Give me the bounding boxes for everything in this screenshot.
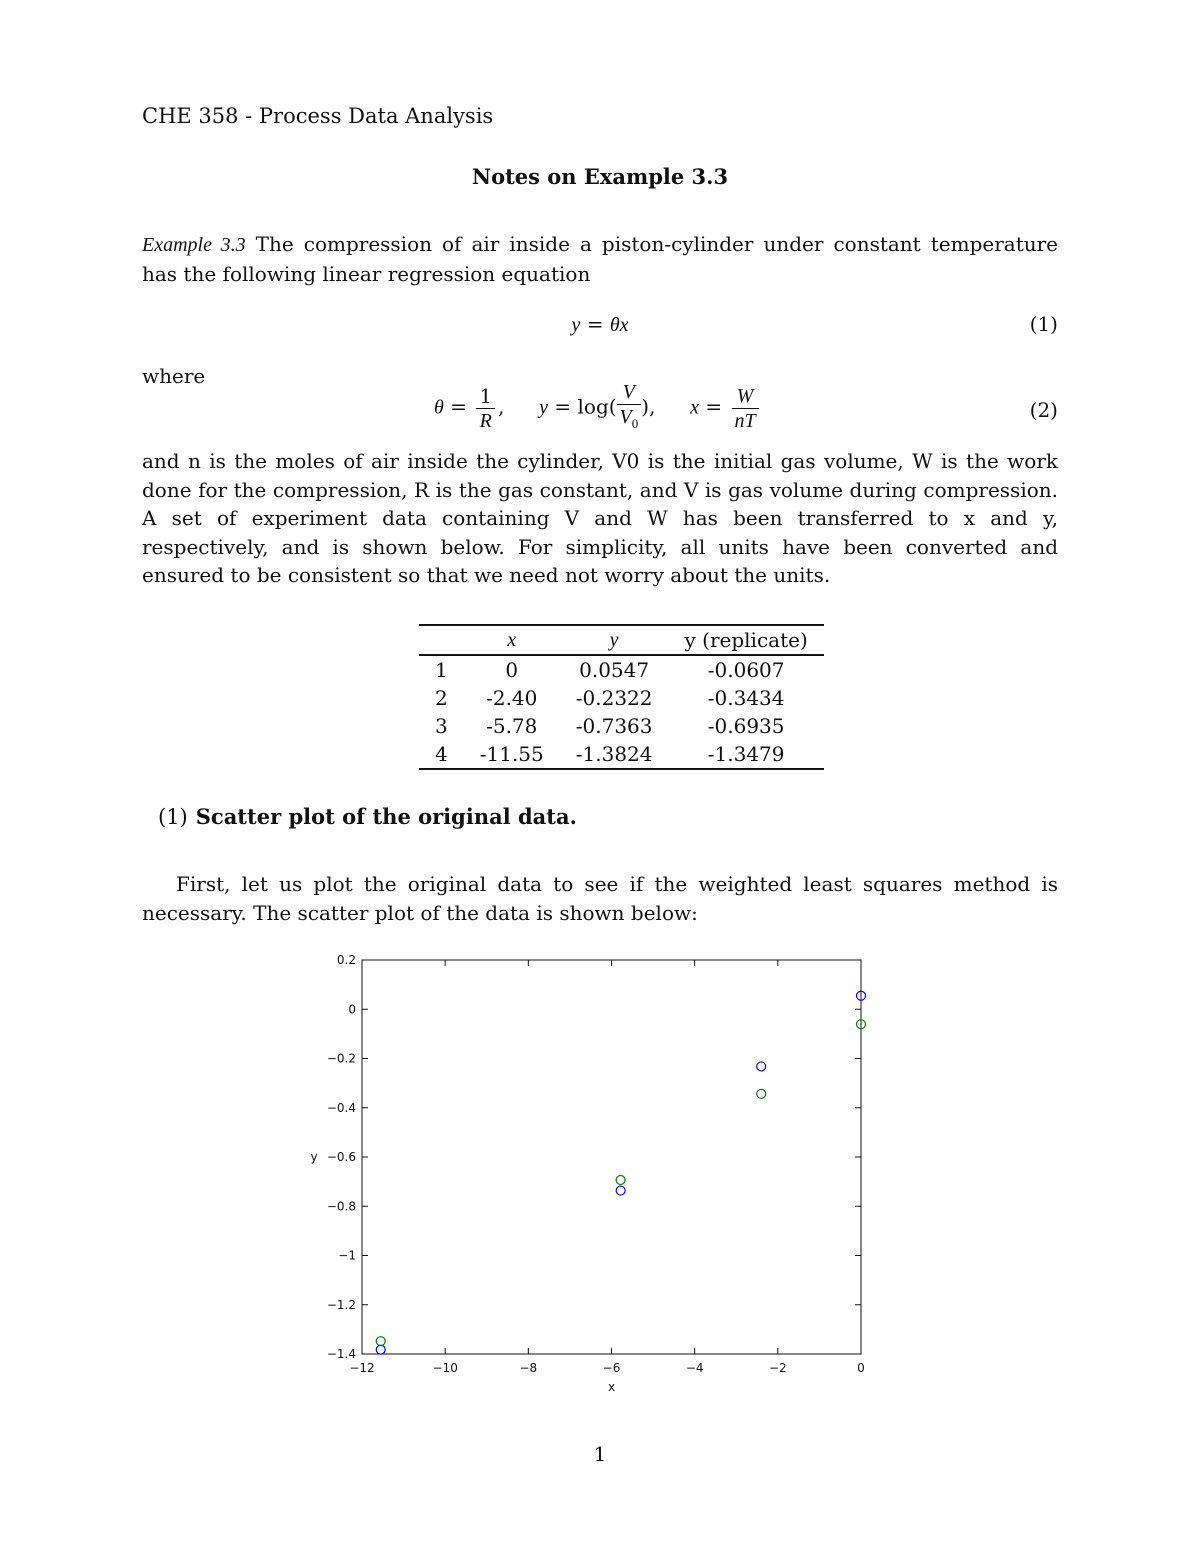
plot-intro-paragraph: First, let us plot the original data to see if the weighted least squares method is necessary. The scatter plot of the data is shown below: <box>142 872 1058 925</box>
table-header-row <box>419 625 824 655</box>
table-row <box>419 740 824 769</box>
equation-2-number: (2) <box>1029 398 1058 422</box>
x-tick-label: −2 <box>768 1361 787 1375</box>
eq2-theta-fraction <box>476 384 495 433</box>
intro-text: The compression of air inside a piston-cylinder under constant temperature has the following linear regression equation <box>142 232 1059 286</box>
x-tick-label: −4 <box>685 1361 704 1375</box>
where-label: where <box>142 364 206 388</box>
equation-1-number: (1) <box>1029 312 1058 336</box>
eq2-theta: θ <box>434 396 444 419</box>
table-cell: 2 <box>435 686 448 710</box>
data-table-wrapper <box>419 624 824 770</box>
y-tick-label: −0.6 <box>326 1150 356 1164</box>
eq2-log: log( <box>577 394 617 419</box>
data-point <box>616 1176 625 1185</box>
data-point <box>376 1345 385 1354</box>
eq2-y: y <box>539 396 549 419</box>
data-point <box>376 1337 385 1346</box>
scatter-chart <box>300 945 900 1405</box>
data-point <box>757 1089 766 1098</box>
eq1-lhs: y <box>571 314 581 336</box>
table-row <box>419 712 824 740</box>
table-cell: -0.7363 <box>575 714 653 738</box>
eq2-x-fraction <box>732 384 759 433</box>
eq2-theta-num: 1 <box>476 384 495 409</box>
table-cell: -1.3824 <box>575 742 653 766</box>
y-tick-label: −0.2 <box>326 1051 356 1066</box>
equation-2: θ = $\frac{1}{R}$ , y = log( $\frac{V}{V_0}$ ), x = $\frac{W}{nT}$ <box>434 380 762 436</box>
x-tick-label: 0 <box>857 1361 865 1375</box>
table-header: y (replicate) <box>684 628 808 652</box>
table-cell: -0.2322 <box>575 686 653 710</box>
section-heading <box>158 804 577 829</box>
table-cell: 0.0547 <box>579 658 650 682</box>
eq2-y-num: V <box>617 380 642 405</box>
y-tick-label: 0.2 <box>336 953 356 967</box>
table-row <box>419 655 824 684</box>
eq1-rhs: θx <box>609 314 629 336</box>
section-number: (1) <box>158 805 188 829</box>
page-number: 1 <box>593 1442 607 1466</box>
description-paragraph: and n is the moles of air inside the cylinder, V0 is the initial gas volume, W is the work done for the compression, R is the gas constant, and V is gas volume during compression. A set of experiment data containing V and W has been transferred to x and y, respectively, and is shown below. For simplicity, all units have been converted and ensured to be consistent so that we need not worry about the units. <box>142 449 1058 587</box>
intro-paragraph <box>142 230 1058 288</box>
example-label: Example 3.3 <box>142 234 246 256</box>
x-axis-label: x <box>607 1380 616 1394</box>
section-title: Scatter plot of the original data. <box>195 804 577 829</box>
page-title: Notes on Example 3.3 <box>471 164 729 189</box>
eq2-y-fraction: $\frac{V}{V_0}$ <box>617 380 642 436</box>
eq2-x-den: nT <box>734 409 756 432</box>
x-tick-label: −10 <box>432 1361 458 1375</box>
table-cell: 1 <box>435 658 448 682</box>
y-tick-label: −0.8 <box>326 1199 356 1214</box>
table-cell: -11.55 <box>479 742 544 766</box>
y-tick-label: −1.4 <box>326 1347 356 1361</box>
y-tick-label: 0 <box>348 1002 356 1017</box>
eq2-x-num: W <box>732 384 759 409</box>
y-tick-label: −1 <box>338 1248 356 1263</box>
page-header: CHE 358 - Process Data Analysis <box>142 104 494 128</box>
table-row <box>419 684 824 712</box>
table-header: y <box>609 628 619 651</box>
table-cell: -2.40 <box>486 686 538 710</box>
eq2-theta-den: R <box>479 409 492 432</box>
table-header <box>419 625 464 655</box>
x-tick-label: −8 <box>519 1361 538 1375</box>
data-table <box>419 624 824 770</box>
y-tick-label: −1.2 <box>326 1297 356 1312</box>
table-cell: -0.0607 <box>707 658 785 682</box>
x-tick-label: −6 <box>602 1361 621 1375</box>
eq2-y-den: V <box>619 406 632 428</box>
table-cell: -1.3479 <box>707 742 785 766</box>
table-header: x <box>507 628 517 651</box>
data-point <box>616 1186 625 1195</box>
x-tick-label: −12 <box>349 1361 375 1375</box>
y-axis-label: y <box>310 1150 318 1164</box>
table-cell: 0 <box>505 658 519 682</box>
table-cell: 4 <box>435 742 448 766</box>
table-cell: -0.6935 <box>707 714 785 738</box>
table-cell: 3 <box>435 714 448 738</box>
table-cell: -5.78 <box>486 714 538 738</box>
equation-1: y = θx <box>571 312 629 336</box>
eq2-x: x <box>690 396 700 419</box>
data-point <box>757 1062 766 1071</box>
y-tick-label: −0.4 <box>326 1100 356 1115</box>
table-cell: -0.3434 <box>707 686 785 710</box>
plot-frame <box>362 960 861 1354</box>
